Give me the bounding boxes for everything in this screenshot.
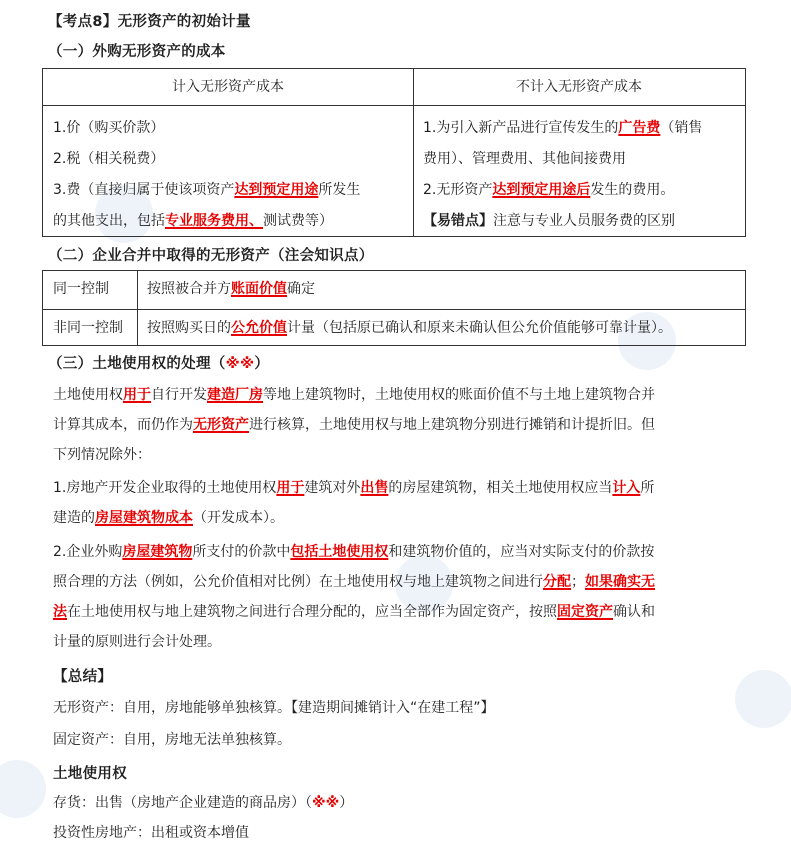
- emphasis-text: 固定资产: [557, 604, 613, 620]
- emphasis-text: 计入: [612, 480, 641, 496]
- importance-mark: ※※: [225, 356, 255, 372]
- summary-line-intangible: 无形资产：自用，房地能够单独核算。【建造期间摊销计入“在建工程”】: [53, 700, 495, 716]
- table-header-excluded: 不计入无形资产成本: [413, 69, 745, 106]
- excluded-item: 【易错点】注意与专业人员服务费的区别: [423, 213, 675, 229]
- watermark-logo: [0, 760, 46, 818]
- row-label: 非同一控制: [53, 320, 123, 336]
- watermark-logo: [735, 670, 791, 728]
- emphasis-text: 用于: [123, 387, 151, 403]
- table-row: [43, 309, 745, 346]
- paragraph-exception-2: 2.企业外购房屋建筑物所支付的价款中包括土地使用权和建筑物价值的，应当对实际支付的价款按 照合理的方法（例如，公允价值相对比例）在土地使用权与地上建筑物之间进行分配；如果确实无 法在土地使用权与地上建筑物之间进行合理分配的，应当全部作为固定资产，按照固定资产确认和 计量的原则进行会计处理。: [53, 544, 655, 650]
- importance-mark: ※※: [312, 795, 340, 811]
- section-heading-purchased: （一）外购无形资产的成本: [48, 44, 226, 60]
- emphasis-text: 广告费: [618, 120, 661, 136]
- emphasis-text: 公允价值: [231, 320, 287, 336]
- included-item: 2.税（相关税费）: [53, 151, 165, 167]
- included-cost-cell: [53, 113, 408, 237]
- summary-heading: 【总结】: [53, 669, 113, 685]
- summary-line-fixed-asset: 固定资产：自用，房地无法单独核算。: [53, 732, 291, 748]
- summary-line-investment-property: 投资性房地产：出租或资本增值: [53, 825, 249, 841]
- emphasis-text: 房屋建筑物成本: [95, 510, 193, 526]
- excluded-cost-cell: [423, 113, 743, 237]
- emphasis-text: 达到预定用途后: [492, 182, 591, 198]
- paragraph-exception-1: 1.房地产开发企业取得的土地使用权用于建筑对外出售的房屋建筑物，相关土地使用权应当计入所 建造的房屋建筑物成本（开发成本）。: [53, 480, 655, 526]
- excluded-item: 1.为引入新产品进行宣传发生的广告费（销售: [423, 120, 703, 136]
- emphasis-text: 建造厂房: [207, 387, 263, 403]
- emphasis-text: 房屋建筑物: [122, 544, 193, 560]
- emphasis-text: 分配: [543, 574, 571, 590]
- section-heading-land-use: （三）土地使用权的处理（※※）: [48, 356, 270, 372]
- land-use-heading: 土地使用权: [53, 766, 127, 782]
- summary-line-inventory: 存货：出售（房地产企业建造的商品房）（※※）: [53, 795, 354, 811]
- emphasis-text: 专业服务费用、: [165, 213, 263, 229]
- section-heading-merger: （二）企业合并中取得的无形资产（注会知识点）: [48, 248, 374, 264]
- emphasis-text: 出售: [360, 480, 389, 496]
- purchase-cost-table: [42, 68, 746, 237]
- mistake-label: 【易错点】: [423, 213, 493, 229]
- paragraph-land-use-rule: 土地使用权用于自行开发建造厂房等地上建筑物时，土地使用权的账面价值不与土地上建筑物合并 计算其成本，而仍作为无形资产进行核算，土地使用权与地上建筑物分别进行摊销和计提折旧。但 下列情况除外：: [53, 387, 655, 463]
- emphasis-text: 账面价值: [231, 281, 287, 297]
- emphasis-text: 无形资产: [193, 417, 249, 433]
- included-item: 3.费（直接归属于使该项资产达到预定用途所发生: [53, 182, 361, 198]
- emphasis-text: 达到预定用途: [234, 182, 319, 198]
- table-header-included: 计入无形资产成本: [43, 69, 413, 106]
- emphasis-text: 包括土地使用权: [290, 544, 389, 560]
- row-content: 按照购买日的公允价值计量（包括原已确认和原来未确认但公允价值能够可靠计量）。: [147, 320, 672, 336]
- excluded-item: 费用）、管理费用、其他间接费用: [423, 151, 626, 167]
- row-label: 同一控制: [53, 281, 109, 297]
- row-content: 按照被合并方账面价值确定: [147, 281, 315, 297]
- merger-table: [42, 270, 746, 346]
- table-row: [43, 271, 745, 308]
- page-title: 【考点8】无形资产的初始计量: [48, 14, 251, 30]
- included-item: 1.价（购买价款）: [53, 120, 165, 136]
- excluded-item: 2.无形资产达到预定用途后发生的费用。: [423, 182, 675, 198]
- emphasis-text: 用于: [276, 480, 305, 496]
- table-divider: [413, 69, 414, 236]
- emphasis-text: 如果确实无: [585, 574, 655, 590]
- emphasis-text: 法: [53, 604, 67, 620]
- included-item: 的其他支出，包括专业服务费用、测试费等）: [53, 213, 333, 229]
